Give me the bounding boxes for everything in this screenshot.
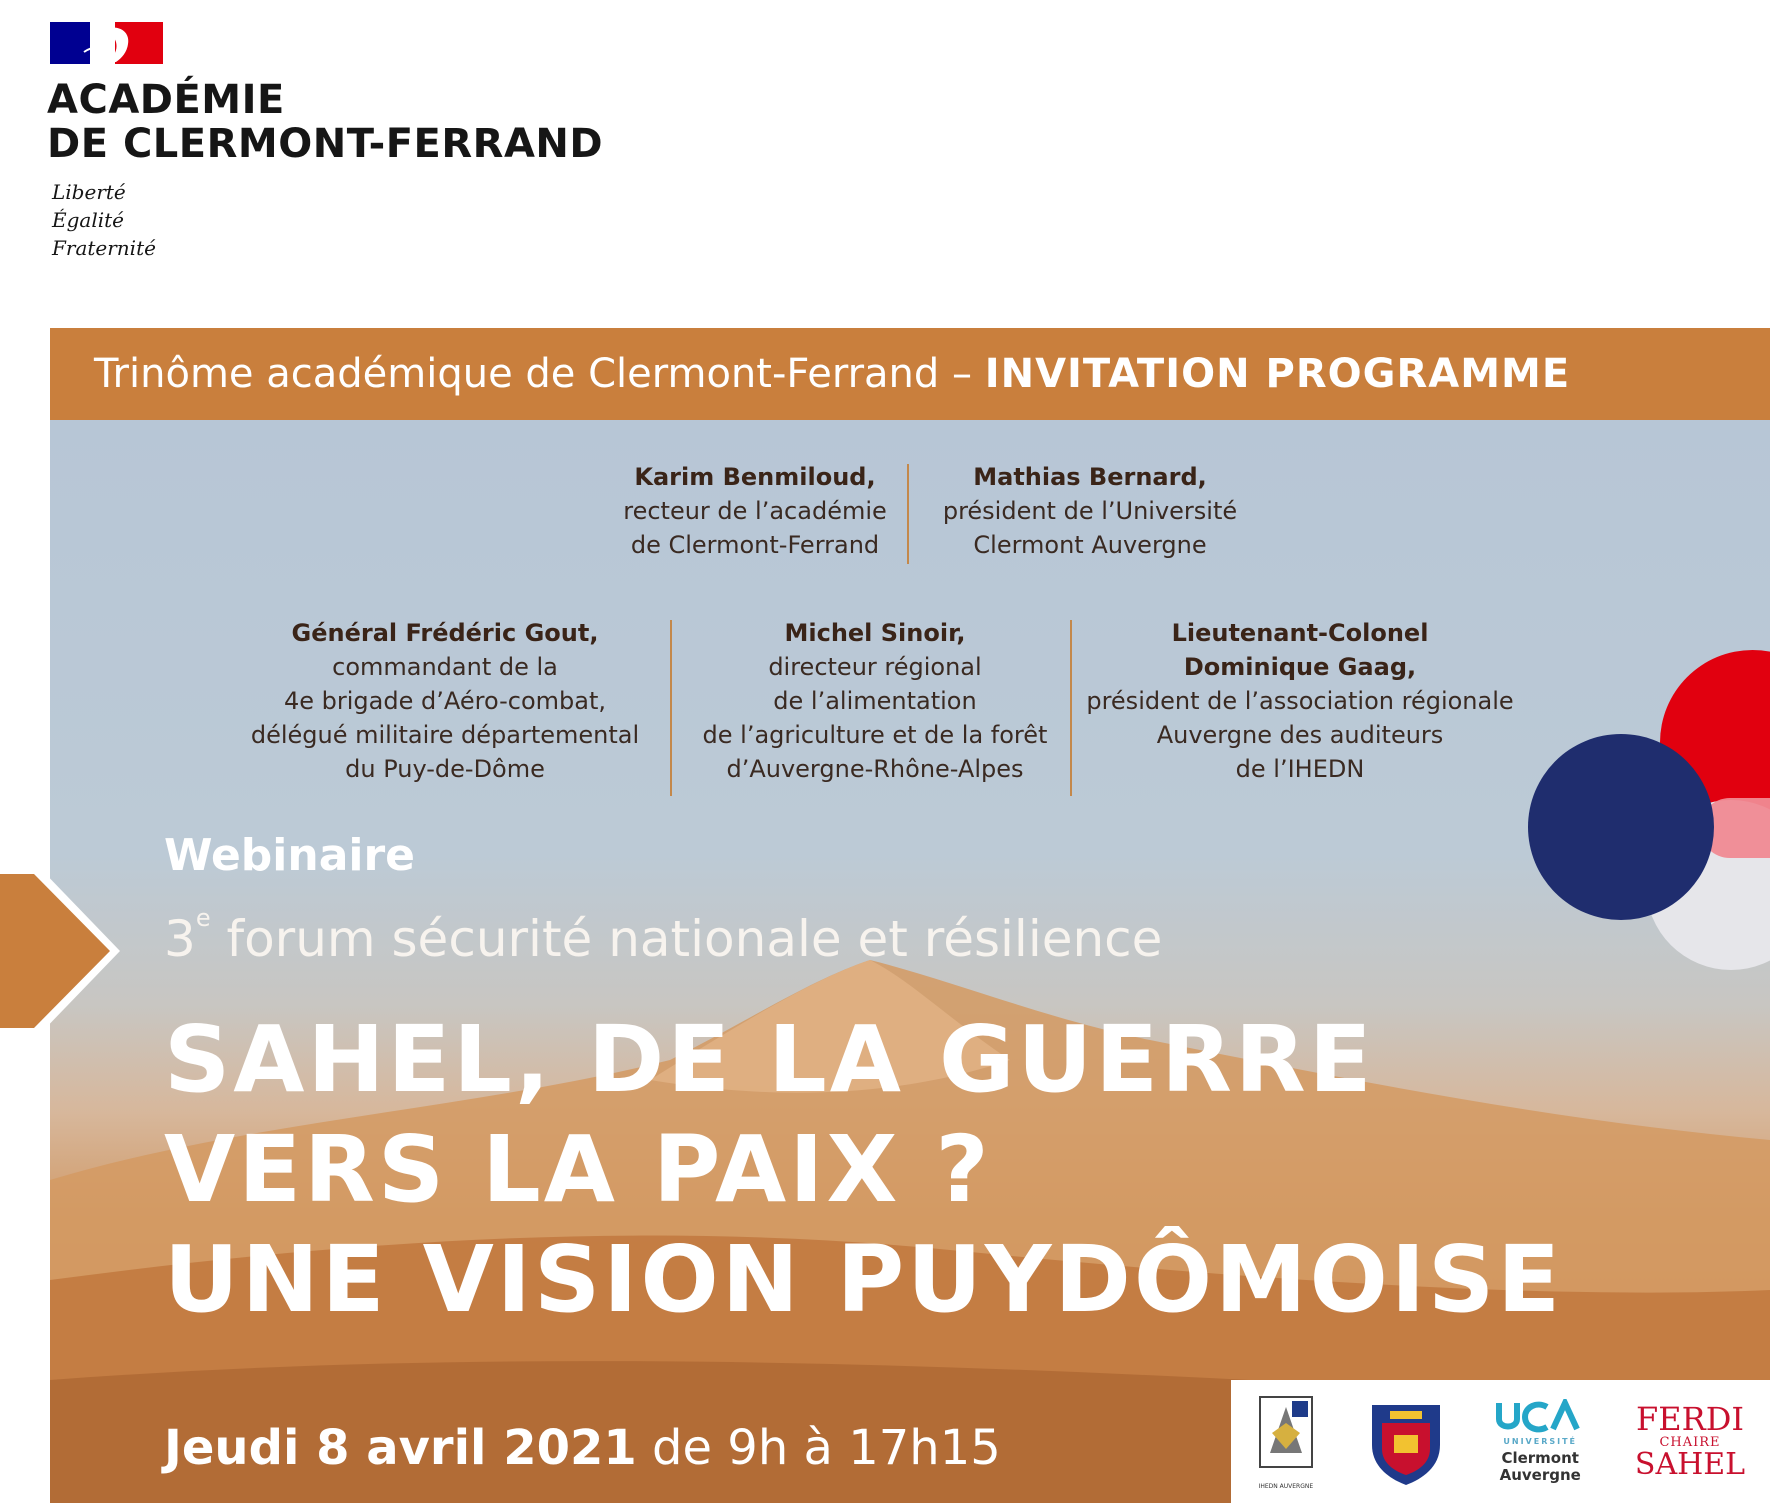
speaker-divider [907, 464, 909, 564]
speaker-role-line: directeur régional [768, 653, 982, 681]
speaker-role-line: de l’alimentation [773, 687, 977, 715]
speaker-role-line: commandant de la [332, 653, 558, 681]
speakers-section [50, 420, 1770, 820]
ihedn-label: IHEDN AUVERGNE [1258, 1483, 1314, 1490]
speaker-name-2: Dominique Gaag, [1183, 653, 1417, 681]
speaker-role-line: d’Auvergne-Rhône-Alpes [726, 755, 1024, 783]
forum-subtitle [164, 904, 1163, 968]
invitation-banner [50, 328, 1770, 420]
military-shield-icon [1366, 1397, 1446, 1487]
ihedn-logo [1256, 1393, 1316, 1490]
title-line-2: VERS LA PAIX ? [164, 1116, 992, 1223]
speaker-role-line: 4e brigade d’Aéro-combat, [284, 687, 606, 715]
title-line-1: SAHEL, DE LA GUERRE [164, 1006, 1375, 1113]
speaker-bernard [920, 460, 1260, 562]
forum-text: forum sécurité nationale et résilience [210, 910, 1163, 968]
speaker-role-line: Clermont Auvergne [973, 531, 1207, 559]
speaker-gaag [1080, 616, 1520, 786]
motto-egalite: Égalité [52, 208, 124, 232]
academy-line-2: DE CLERMONT-FERRAND [47, 121, 604, 167]
uca-text [1500, 1433, 1581, 1484]
republic-motto [52, 178, 156, 262]
regional-shield-logo [1366, 1397, 1446, 1487]
blue-circle-decoration [1528, 734, 1714, 920]
event-date [164, 1420, 1001, 1476]
speaker-name: Michel Sinoir, [784, 619, 966, 647]
speaker-role-line: recteur de l’académie [623, 497, 887, 525]
speaker-name: Lieutenant-Colonel [1171, 619, 1429, 647]
speaker-role-line: président de l’association régionale [1086, 687, 1514, 715]
date-strong: Jeudi 8 avril 2021 [164, 1420, 637, 1476]
speaker-name: Karim Benmiloud, [634, 463, 876, 491]
marianne-flag-logo [50, 22, 163, 64]
speaker-gout [225, 616, 665, 786]
uca-logo [1495, 1399, 1585, 1484]
event-type: Webinaire [164, 830, 416, 881]
partner-logos [1231, 1380, 1770, 1503]
hero-section [50, 420, 1770, 1503]
title-line-3: UNE VISION PUYDÔMOISE [164, 1226, 1564, 1333]
date-rest: de 9h à 17h15 [636, 1420, 1001, 1476]
speaker-name: Général Frédéric Gout, [291, 619, 599, 647]
speaker-benmiloud [590, 460, 920, 562]
uca-mark-icon [1495, 1399, 1585, 1433]
chaire-label: CHAIRE [1659, 1435, 1721, 1450]
uca-university-label: UNIVERSITÉ [1503, 1437, 1578, 1446]
speaker-role-line: du Puy-de-Dôme [345, 755, 545, 783]
event-title [164, 1005, 1563, 1335]
speaker-role-line: président de l’Université [942, 497, 1238, 525]
speaker-divider [1070, 620, 1072, 796]
academy-name [47, 78, 603, 166]
speaker-role-line: de l’agriculture et de la forêt [702, 721, 1048, 749]
ferdi-chaire-sahel-logo [1634, 1400, 1746, 1482]
speaker-name: Mathias Bernard, [973, 463, 1207, 491]
uca-line-2: Auvergne [1499, 1466, 1581, 1484]
banner-strong: INVITATION PROGRAMME [984, 351, 1571, 397]
speaker-sinoir [680, 616, 1070, 786]
marianne-profile-icon [80, 24, 140, 64]
speaker-role-line: de Clermont-Ferrand [630, 531, 880, 559]
speaker-divider [670, 620, 672, 796]
speaker-role-line: Auvergne des auditeurs [1156, 721, 1444, 749]
speaker-role-line: de l’IHEDN [1235, 755, 1365, 783]
academy-line-1: ACADÉMIE [47, 77, 285, 123]
ihedn-emblem-icon [1256, 1393, 1316, 1483]
forum-number: 3 [164, 910, 196, 968]
motto-liberte: Liberté [52, 180, 126, 204]
chevron-right-icon [0, 866, 125, 1036]
uca-line-1: Clermont [1501, 1449, 1579, 1467]
motto-fraternite: Fraternité [52, 236, 156, 260]
ferdi-label: FERDI [1636, 1400, 1744, 1438]
forum-ordinal: e [195, 904, 211, 932]
speaker-role-line: délégué militaire départemental [250, 721, 640, 749]
sahel-label: SAHEL [1634, 1447, 1746, 1482]
banner-text: Trinôme académique de Clermont-Ferrand – [94, 351, 985, 397]
